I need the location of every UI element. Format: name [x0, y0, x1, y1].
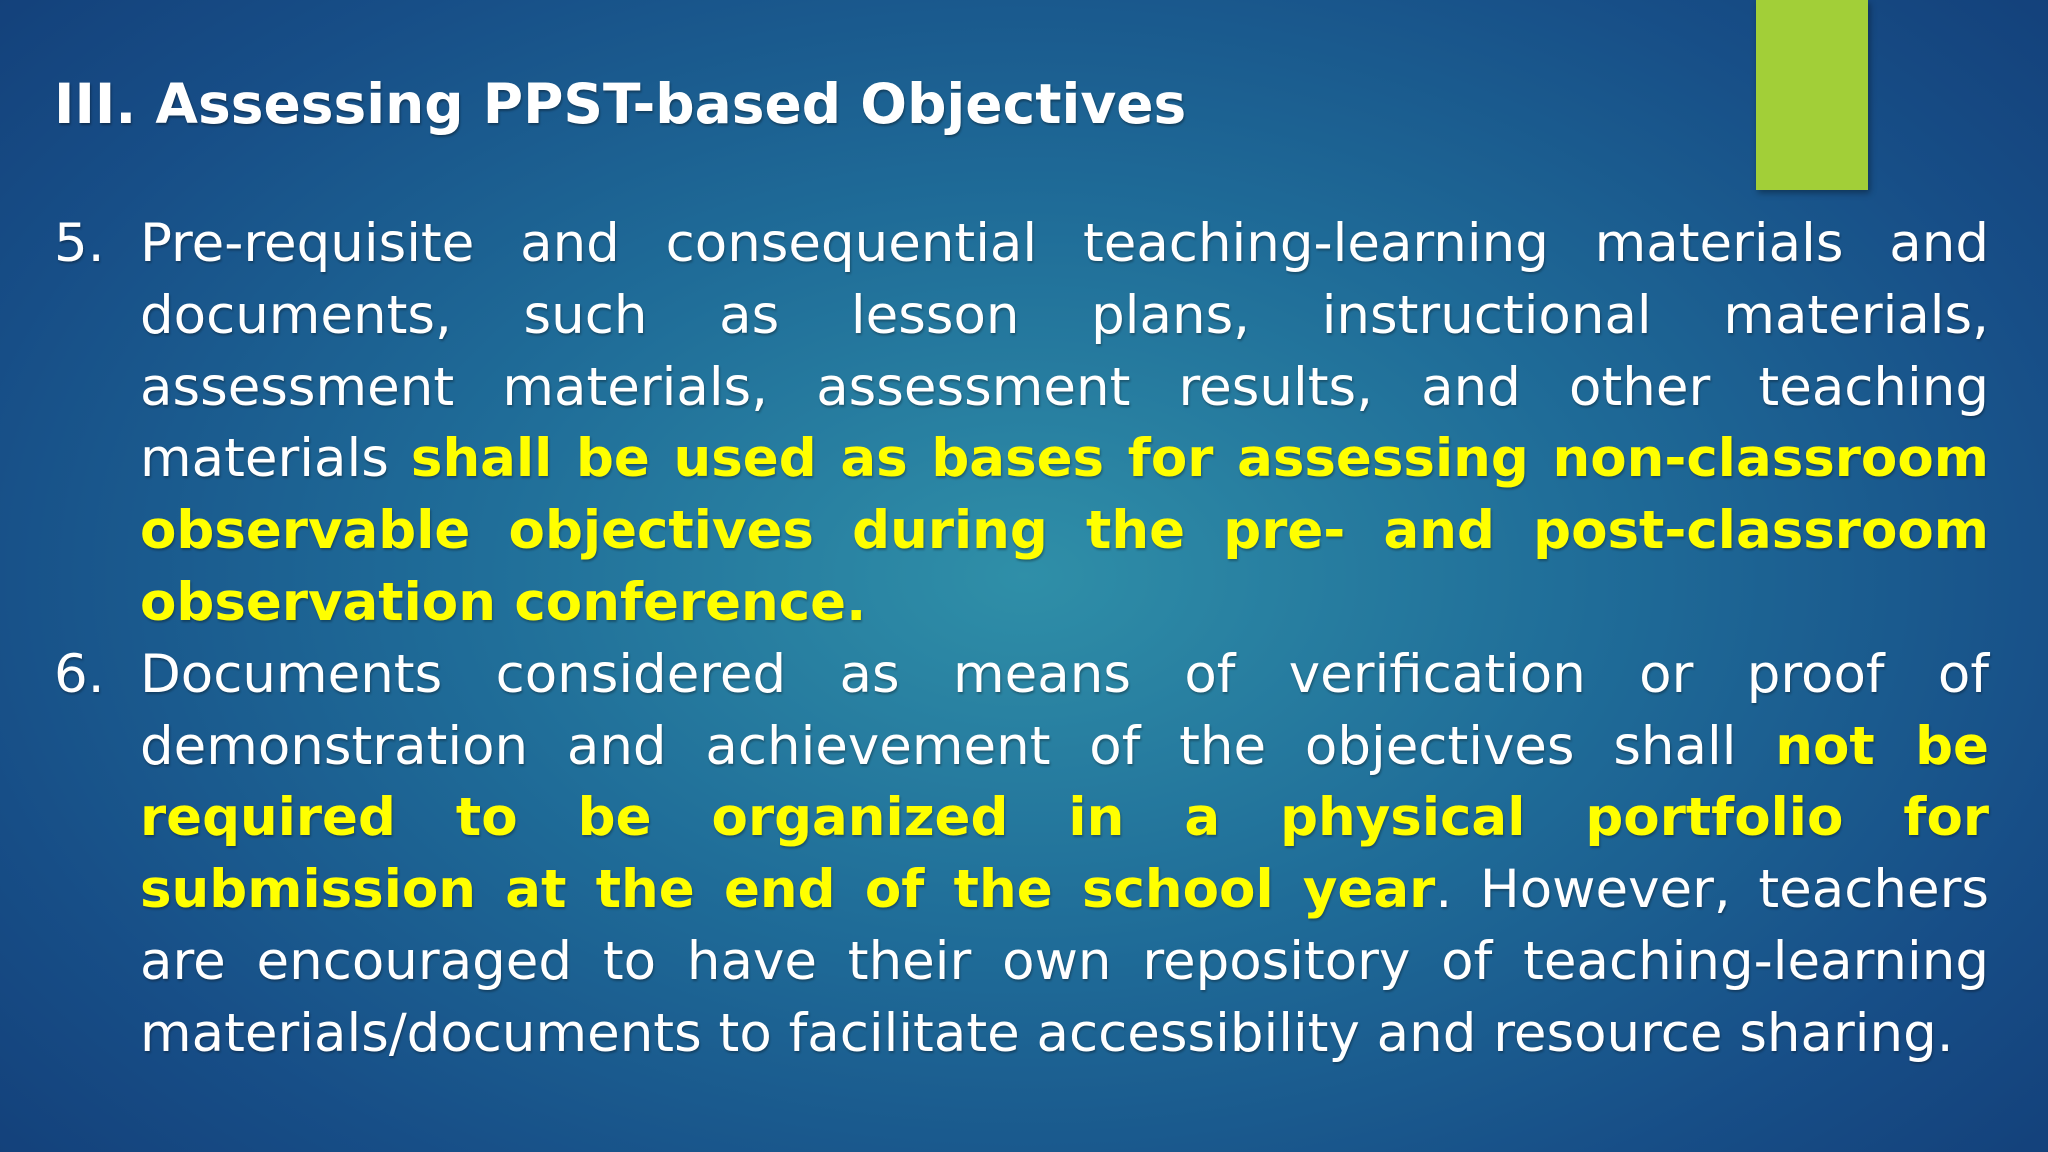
- item-text: Pre-requisite and consequential teaching-learning materials and documents, such as lesson plans, instructional materials, assessment materials, assessment results, and other teaching materials: [140, 213, 1989, 490]
- slide-title: III. Assessing PPST-based Objectives: [54, 72, 1187, 136]
- body-list: [54, 208, 1989, 1070]
- list-item-5: [54, 208, 1989, 639]
- item-text-continued: . However, teachers are encouraged to have their own repository of teaching-learning materials/documents to facilitate accessibility and resource sharing.: [140, 859, 1989, 1064]
- accent-bar: [1756, 0, 1868, 190]
- item-highlight: not be required to be organized in a physical portfolio for submission at the end of the school year: [140, 715, 1989, 921]
- item-text: Documents considered as means of verification or proof of demonstration and achievement of the objectives shall: [140, 643, 1989, 777]
- item-highlight: shall be used as bases for assessing non-classroom observable objectives during the pre- and post-classroom observation conference.: [140, 428, 1989, 633]
- list-item-6: [54, 639, 1989, 1070]
- item-number: 5.: [54, 213, 105, 274]
- item-number: 6.: [54, 643, 105, 705]
